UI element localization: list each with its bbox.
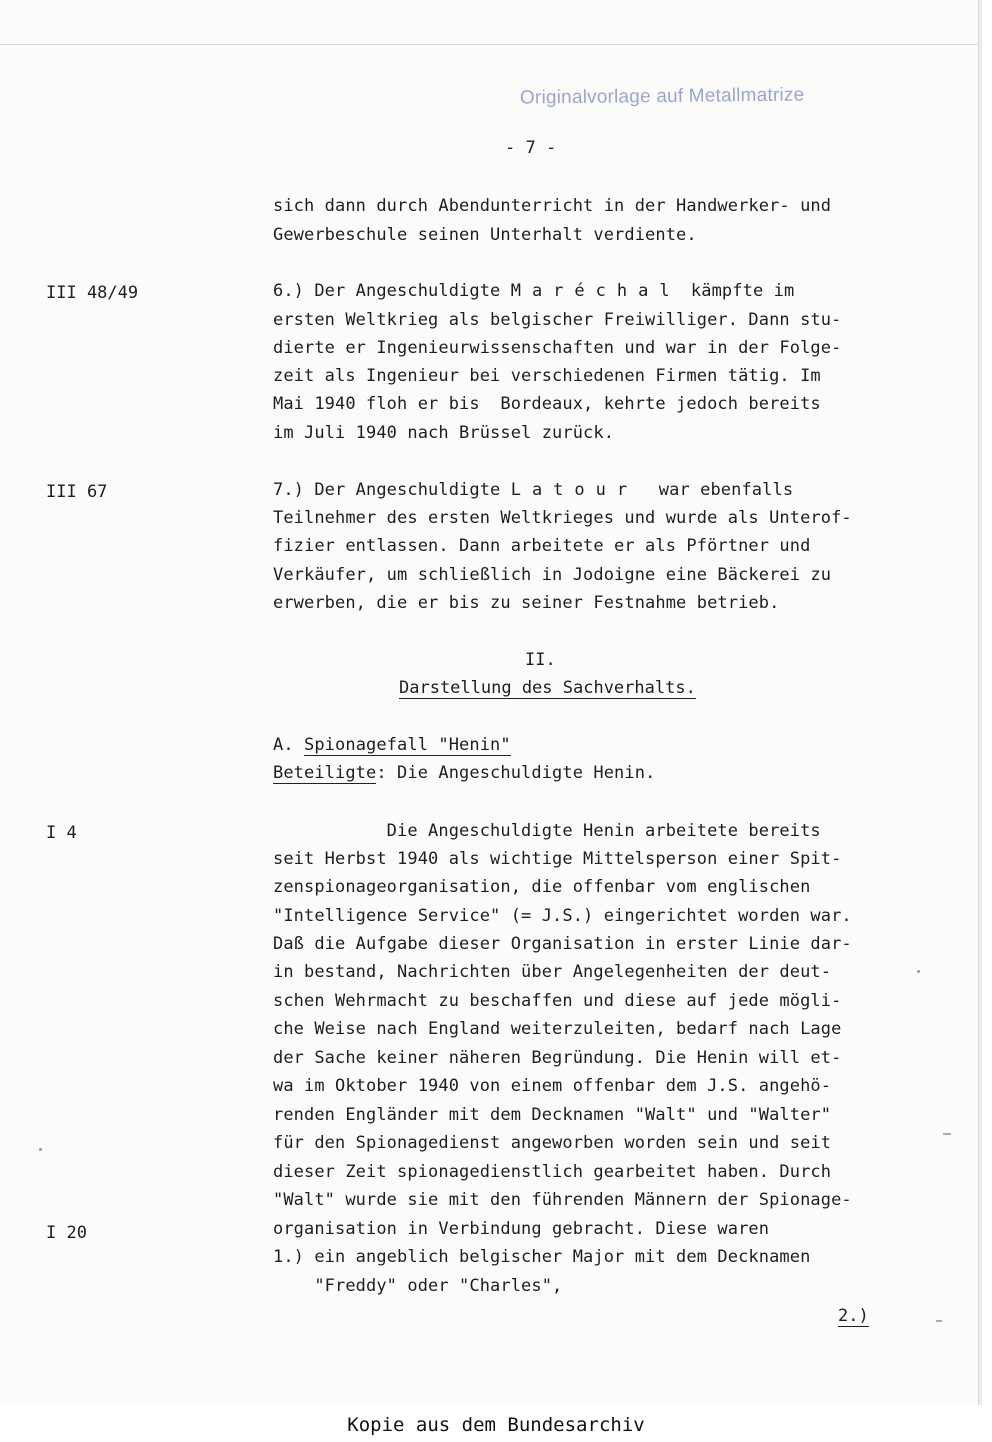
scan-speck xyxy=(943,1133,951,1135)
text-line: "Walt" wurde sie mit den führenden Männern der Spionage- xyxy=(273,1190,852,1210)
section-6-first-line xyxy=(273,281,794,301)
case-title-line xyxy=(273,735,511,755)
margin-reference: III 67 xyxy=(46,482,108,502)
text-line: dieser Zeit spionagedienstlich gearbeitet haben. Durch xyxy=(273,1162,832,1182)
text-line: der Sache keiner näheren Begründung. Die Henin will et- xyxy=(273,1048,842,1068)
scan-speck xyxy=(39,1148,42,1151)
text-line: im Juli 1940 nach Brüssel zurück. xyxy=(273,423,615,443)
text-line: Teilnehmer des ersten Weltkrieges und wurde als Unterof- xyxy=(273,508,852,528)
text-line: dierte er Ingenieurwissenschaften und war in der Folge- xyxy=(273,338,842,358)
participants-label: Beteiligte xyxy=(273,763,377,783)
section-prefix: 7.) Der Angeschuldigte xyxy=(273,480,511,500)
text-line: Daß die Aufgabe dieser Organisation in erster Linie dar- xyxy=(273,934,852,954)
text-line: zeit als Ingenieur bei verschiedenen Firmen tätig. Im xyxy=(273,366,821,386)
text-line: Die Angeschuldigte Henin arbeitete bereits xyxy=(273,821,821,841)
text-line: 1.) ein angeblich belgischer Major mit dem Decknamen xyxy=(273,1247,811,1267)
scan-speck xyxy=(936,1320,942,1322)
section-heading-text: Darstellung des Sachverhalts. xyxy=(399,678,696,698)
margin-reference: I 20 xyxy=(46,1223,87,1243)
text-line: renden Engländer mit dem Decknamen "Walt" und "Walter" xyxy=(273,1105,832,1125)
spaced-name: Maréchal xyxy=(510,281,681,301)
text-line: sich dann durch Abendunterricht in der Handwerker- und xyxy=(273,196,832,216)
archive-footer: Kopie aus dem Bundesarchiv xyxy=(347,1414,645,1436)
text-line: zenspionageorganisation, die offenbar vom englischen xyxy=(273,877,811,897)
text-line: ersten Weltkrieg als belgischer Freiwilliger. Dann stu- xyxy=(273,310,842,330)
text-line: "Freddy" oder "Charles", xyxy=(273,1276,563,1296)
text-line: che Weise nach England weiterzuleiten, bedarf nach Lage xyxy=(273,1019,842,1039)
scan-speck xyxy=(917,970,920,973)
page-number: - 7 - xyxy=(505,138,557,158)
text-line: in bestand, Nachrichten über Angelegenheiten der deut- xyxy=(273,962,832,982)
participants-line xyxy=(273,763,655,783)
text-line: "Intelligence Service" (= J.S.) eingerichtet worden war. xyxy=(273,906,852,926)
text-line: für den Spionagedienst angeworben worden sein und seit xyxy=(273,1133,832,1153)
participants-text: : Die Angeschuldigte Henin. xyxy=(376,763,656,783)
text-line: Verkäufer, um schließlich in Jodoigne eine Bäckerei zu xyxy=(273,565,832,585)
archive-stamp: Originalvorlage auf Metallmatrize xyxy=(519,84,805,109)
margin-reference: I 4 xyxy=(46,823,77,843)
section-suffix: war ebenfalls xyxy=(638,480,794,500)
text-line: wa im Oktober 1940 von einem offenbar dem J.S. angehö- xyxy=(273,1076,832,1096)
case-title: Spionagefall "Henin" xyxy=(304,735,511,755)
case-prefix: A. xyxy=(273,735,305,755)
section-roman-numeral: II. xyxy=(525,650,556,670)
spaced-name: Latour xyxy=(510,480,639,500)
text-line: fizier entlassen. Dann arbeitete er als Pförtner und xyxy=(273,536,811,556)
text-line: organisation in Verbindung gebracht. Diese waren xyxy=(273,1219,770,1239)
catchword xyxy=(838,1306,869,1326)
top-edge-line xyxy=(0,44,978,45)
text-line: seit Herbst 1940 als wichtige Mittelsperson einer Spit- xyxy=(273,849,842,869)
section-heading xyxy=(399,678,696,698)
text-line: schen Wehrmacht zu beschaffen und diese auf jede mögli- xyxy=(273,991,842,1011)
text-line: Gewerbeschule seinen Unterhalt verdiente. xyxy=(273,225,697,245)
text-line: erwerben, die er bis zu seiner Festnahme betrieb. xyxy=(273,593,780,613)
catchword-text: 2.) xyxy=(838,1306,869,1326)
section-prefix: 6.) Der Angeschuldigte xyxy=(273,281,511,301)
section-7-first-line xyxy=(273,480,793,500)
text-line: Mai 1940 floh er bis Bordeaux, kehrte jedoch bereits xyxy=(273,394,821,414)
margin-reference: III 48/49 xyxy=(46,283,139,303)
section-suffix: kämpfte im xyxy=(680,281,795,301)
